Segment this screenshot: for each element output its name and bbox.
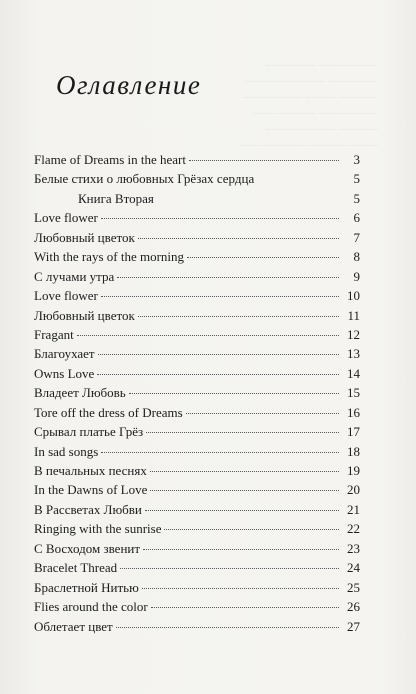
toc-entry-page: 5: [353, 171, 360, 187]
toc-leader-dots: [101, 452, 339, 453]
toc-entry-title: Срывал платье Грёз: [34, 424, 144, 440]
toc-entry[interactable]: [34, 230, 360, 249]
table-of-contents: [34, 152, 360, 638]
toc-leader-dots: [151, 607, 339, 608]
toc-entry-title: Владеет Любовь: [34, 385, 126, 401]
toc-entry-page: 3: [353, 152, 360, 167]
toc-entry-title: Ringing with the sunrise: [34, 521, 162, 537]
toc-entry-page: 18: [347, 443, 360, 459]
toc-entry-title: С Восходом звенит: [34, 540, 141, 556]
toc-entry-title: In the Dawns of Love: [34, 482, 148, 498]
toc-entry-title: Браслетной Нитью: [34, 579, 139, 595]
toc-entry[interactable]: [34, 171, 360, 190]
toc-entry-title: Bracelet Thread: [34, 560, 118, 576]
toc-entry-page: 5: [353, 190, 360, 206]
toc-entry-page: 9: [353, 268, 360, 284]
toc-entry-page: 10: [347, 288, 360, 304]
toc-entry[interactable]: [34, 482, 360, 501]
toc-entry-title: Книга Вторая: [78, 190, 154, 206]
toc-entry-title: Love flower: [34, 288, 98, 304]
toc-leader-dots: [116, 627, 339, 628]
toc-entry-page: 19: [347, 463, 360, 478]
toc-entry-title: В печальных песнях: [34, 463, 147, 478]
toc-entry-title: In sad songs: [34, 443, 99, 459]
toc-leader-dots: [143, 549, 339, 550]
toc-entry-title: Любовный цветок: [34, 307, 135, 323]
toc-leader-dots: [98, 354, 339, 355]
toc-entry-title: С лучами утра: [34, 268, 115, 284]
page-title: Оглавление: [56, 70, 202, 100]
toc-entry[interactable]: [34, 366, 360, 385]
toc-entry[interactable]: [34, 599, 360, 618]
toc-entry-title: Owns Love: [34, 365, 95, 381]
toc-entry-page: 11: [347, 307, 360, 323]
toc-leader-dots: [146, 432, 339, 433]
toc-entry-title: Fragant: [34, 326, 74, 342]
toc-entry-title: Любовный цветок: [34, 229, 135, 245]
toc-entry-page: 21: [347, 501, 360, 517]
toc-leader-dots: [164, 529, 339, 530]
toc-entry-page: 22: [347, 521, 360, 537]
toc-entry[interactable]: [34, 308, 360, 327]
toc-entry-page: 17: [347, 424, 360, 440]
toc-entry-page: 16: [347, 404, 360, 420]
toc-entry-page: 13: [347, 346, 360, 362]
toc-entry-page: 14: [347, 365, 360, 381]
toc-entry[interactable]: [34, 444, 360, 463]
toc-entry-page: 23: [347, 540, 360, 556]
toc-entry[interactable]: [34, 521, 360, 540]
toc-entry[interactable]: [34, 249, 360, 268]
toc-leader-dots: [150, 471, 339, 472]
toc-entry-title: With the rays of the morning: [34, 249, 185, 265]
toc-entry[interactable]: [34, 288, 360, 307]
toc-entry[interactable]: [34, 327, 360, 346]
toc-entry-title: Tore off the dress of Dreams: [34, 404, 183, 420]
toc-entry-title: Flies around the color: [34, 599, 148, 615]
toc-leader-dots: [150, 490, 339, 491]
toc-entry[interactable]: [34, 424, 360, 443]
toc-entry[interactable]: [34, 210, 360, 229]
toc-entry-title: Белые стихи о любовных Грёзах сердца: [34, 171, 255, 187]
toc-entry-title: Love flower: [34, 210, 98, 226]
toc-leader-dots: [101, 296, 339, 297]
toc-leader-dots: [97, 374, 339, 375]
toc-leader-dots: [117, 277, 339, 278]
toc-leader-dots: [186, 413, 339, 414]
toc-entry-section[interactable]: [34, 191, 360, 210]
toc-entry[interactable]: [34, 502, 360, 521]
toc-entry[interactable]: [34, 541, 360, 560]
toc-entry[interactable]: [34, 463, 360, 482]
toc-entry-title: Облетает цвет: [34, 618, 113, 634]
toc-leader-dots: [187, 257, 339, 258]
toc-leader-dots: [138, 238, 339, 239]
toc-entry[interactable]: [34, 405, 360, 424]
toc-leader-dots: [142, 588, 339, 589]
toc-leader-dots: [120, 568, 339, 569]
toc-leader-dots: [189, 160, 339, 161]
toc-leader-dots: [129, 393, 339, 394]
toc-entry-page: 20: [347, 482, 360, 498]
toc-leader-dots: [77, 335, 339, 336]
toc-leader-dots: [145, 510, 339, 511]
toc-entry[interactable]: [34, 619, 360, 638]
toc-entry-page: 12: [347, 326, 360, 342]
toc-entry[interactable]: [34, 152, 360, 171]
toc-entry-page: 15: [347, 385, 360, 401]
toc-entry-page: 25: [347, 579, 360, 595]
toc-entry-page: 7: [353, 229, 360, 245]
toc-entry[interactable]: [34, 385, 360, 404]
toc-entry-page: 24: [347, 560, 360, 576]
bleed-through-text: —————— ————— ————— ———————— ———— ——— —————— —————— ———— —— ———— ——————— ——— ———— ———— ——: [240, 60, 378, 151]
toc-entry-page: 26: [347, 599, 360, 615]
toc-leader-dots: [101, 218, 339, 219]
toc-entry[interactable]: [34, 580, 360, 599]
toc-entry-title: Благоухает: [34, 346, 95, 362]
toc-entry[interactable]: [34, 269, 360, 288]
toc-entry-title: В Рассветах Любви: [34, 501, 142, 517]
toc-entry-title: Flame of Dreams in the heart: [34, 152, 186, 167]
toc-entry[interactable]: [34, 560, 360, 579]
toc-entry-page: 27: [347, 618, 360, 634]
toc-entry-page: 8: [353, 249, 360, 265]
toc-entry-page: 6: [353, 210, 360, 226]
toc-entry[interactable]: [34, 346, 360, 365]
toc-leader-dots: [138, 316, 339, 317]
